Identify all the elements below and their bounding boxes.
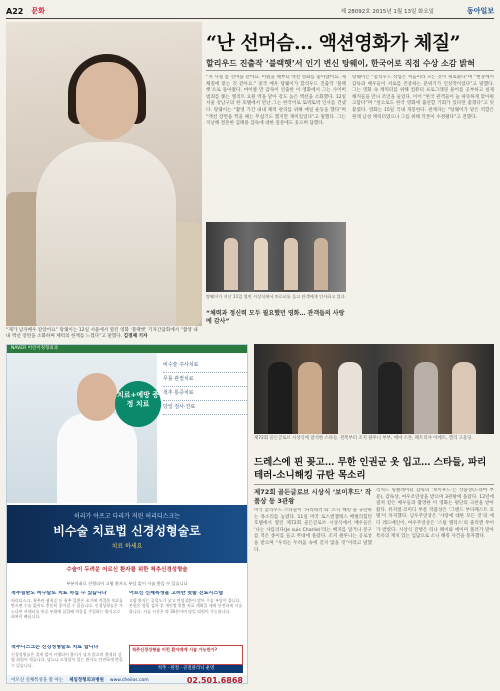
- event-photo-caption: 탕웨이가 지난 11일 열린 시상식에서 트로피를 들고 관객에게 인사하고 있다.: [206, 294, 346, 299]
- article1-column-a: “저 사실 좀 선머슴 같아요. 어렸을 때부터 액션 영화를 좋아했어요. 제 체질에 맞는 것 같아요.” 중국 배우 탕웨이가 할리우드 진출작 ‘블랙햇’으로 돌아왔다. 마이클 만 감독이 연출한 이 영화에서 그는 사이버 범죄를 쫓는 엘리트 요원 역을 맡아 강도 높은 액션을 소화했다. 12일 서울 강남구의 한 호텔에서 만난 그는 한국어로 또박또박 인사를 건넸다. 탕웨이는 “촬영 기간 내내 체력 관리를 위해 매일 운동을 했다”며 “액션 장면을 찍을 때는 무섭기도 했지만 재미있었다”고 말했다. 그는 지난해 결혼한 김태용 감독에 대한 질문에도 웃으며 답했다.: [206, 75, 346, 127]
- article1-column-b: 탕웨이는 “할리우드 작업은 처음이라 모든 것이 새로웠다”며 “현장에서 감독과 배우들이 서로를 존중하는 분위기가 인상적이었다”고 말했다. 그는 영화 속 캐릭터를 위해 컴퓨터 프로그래밍 용어를 공부하고 실제 해커들을 만나 조언을 들었다. 이어 “한국 관객들이 늘 따뜻하게 맞아줘 고맙다”며 “앞으로도 한국 영화에 출연할 기회가 있다면 좋겠다”고 덧붙였다. 영화는 15일 국내 개봉한다. 관계자는 “탕웨이가 맡은 역할은 원래 남성 캐릭터였으나 그를 위해 각본이 수정됐다”고 전했다.: [352, 75, 494, 120]
- ad-bullet-list: [163, 359, 247, 415]
- photo-credit: 김경제 기자: [123, 334, 148, 339]
- ad-bullet-item: 무릎 관절치료: [163, 373, 247, 387]
- ad-banner-line2: 비수술 치료법 신경성형술로: [53, 524, 201, 538]
- star-silhouette: [338, 362, 362, 434]
- person-silhouette: [314, 238, 328, 290]
- figure-body: [36, 142, 176, 326]
- star-silhouette: [268, 362, 292, 434]
- star-silhouette: [378, 362, 402, 434]
- doctor-coat: [57, 413, 137, 503]
- article1-pull-quote: “체력과 정신력 모두 필요했던 영화… 관객들의 사랑에 감사”: [206, 310, 345, 325]
- ad-column-title: 척추디스크는 신경성형술로 치료 합니다: [11, 645, 99, 650]
- star-silhouette: [298, 362, 322, 434]
- ad-treatment-badge: 치료+예방 증정 치료: [115, 381, 161, 427]
- star-silhouette: [452, 362, 476, 434]
- ad-column-text: 고령 환자는 골밀도가 낮고 만성질환이 많아 수술 부담이 큽니다. 본원은 정밀 검사 후 개인별 맞춤 치료 계획을 세워 안전하게 시술합니다. 시술 시간은 약 30분이며 당일 퇴원이 가능합니다.: [129, 598, 243, 614]
- publication-date: 제 28092호 2015년 1월 13일 화요일: [340, 9, 434, 15]
- hospital-url[interactable]: www.cheilos.com: [109, 677, 149, 683]
- ad-lead-sub: 부분마취로 진행되어 고령 환자도 부담 없이 시술 받을 수 있습니다: [66, 581, 188, 586]
- award-event-photo: [206, 222, 346, 292]
- ad-bullet-item: 당일 검사·진료: [163, 401, 247, 415]
- ad-banner: [7, 505, 247, 563]
- ad-column: [11, 591, 125, 645]
- page-number: A22: [6, 6, 24, 16]
- article2-column-c: 미국 할리우드 스타들이 ‘파리테러’와 ‘소니 해킹’을 규탄하는 목소리를 높였다. 11일 미국 로스앤젤레스 베벌리힐턴 호텔에서 열린 제72회 골든글로브 시상식에서 배우들은 ‘나는 샤를리다(Je suis Charlie)’라는 배지를 달거나 문구를 적은 종이를 들고 무대에 올랐다. 조지 클루니는 공로상을 받으며 “우리는 두려움 속에 걷지 않을 것”이라고 말했다.: [254, 508, 372, 553]
- article2-column-d: 리처드 링클레이터 감독의 ‘보이후드’는 작품상(드라마 부문), 감독상, 여우조연상을 받으며 3관왕에 올랐다. 12년에 걸쳐 같은 배우들과 촬영한 이 영화는 평단의 극찬을 받아 왔다. 뮤지컬·코미디 부문 작품상은 ‘그랜드 부다페스트 호텔’이 차지했다. 남우주연상은 ‘사랑에 대한 모든 것’의 에디 레드메인이, 여우주연상은 ‘스틸 앨리스’의 줄리앤 무어가 받았다. 시상식 진행은 티나 페이와 에이미 폴러가 맡아 특유의 재치 있는 입담으로 소니 해킹 사건을 풍자했다.: [376, 488, 494, 540]
- masthead: [6, 4, 494, 18]
- caption-text: “제가 남자배우 같았어요” 탕웨이는 12일 서울에서 열린 영화 ‘블랙햇’ 기자간담회에서 “촬영 내내 액션 장면을 소화하며 체력의 한계를 느꼈다”고 말했다.: [6, 328, 198, 339]
- person-silhouette: [254, 238, 268, 290]
- ad-lead: 수술이 두려운 어르신 환자를 위한 척추신경성형술: [66, 567, 188, 573]
- ad-banner-line3: 치료 하세요: [111, 543, 143, 550]
- ad-column-text: 신경성형술은 절개 없이 시행되어 흉터가 남지 않으며 출혈과 감염 위험이 적습니다. 당뇨나 고혈압이 있는 환자도 안전하게 받을 수 있습니다.: [11, 652, 123, 668]
- person-silhouette: [284, 238, 298, 290]
- article1-subhead: 할리우드 진출작 ‘블랙햇’서 인기 변신 탕웨이, 한국어로 직접 수상 소감 밝혀: [206, 59, 475, 68]
- article2-photo-caption: 제72회 골든글로브 시상식에 참석한 스타들. 왼쪽부터 조지 클루니 부부, 에마 스톤, 패트리샤 아케트, 엘리 고울딩.: [254, 436, 473, 441]
- hospital-name: 제일정형외과병원: [69, 678, 104, 683]
- article2-headline: 드레스에 핀 꽂고… 무한 인권군 옷 입고… 스타들, 파리테러-소니해킹 규탄 목소리: [254, 457, 487, 481]
- ad-banner-line1: 허리가 아프고 다리가 저린 허리디스크는: [73, 513, 181, 520]
- hospital-advertisement: [6, 344, 248, 684]
- ad-column-title: 어르신 신체특성을 고려한 맞춤 진료시스템: [129, 591, 223, 596]
- article2-subhead: 제72회 골든글로브 시상식 ‘보이후드’ 작품상 등 3관왕: [254, 488, 372, 505]
- actress-photo: [6, 22, 202, 326]
- ad-column-title: 척추질환도 비수술로 치료 하십 수 있습니다: [11, 591, 107, 596]
- top-rule: [6, 18, 494, 19]
- ad-column: [11, 645, 125, 673]
- article2-rule: [254, 484, 494, 485]
- doctor-photo: [7, 353, 157, 503]
- ad-bullet-item: 비수술 주사치료: [163, 359, 247, 373]
- section-label: 문화: [31, 7, 45, 15]
- ad-info-box: 척추신경성형술 이런 환자에게 시술 가능한가?: [129, 645, 243, 665]
- figure-head: [76, 62, 138, 140]
- ad-clinic-banner: 척추 · 관절 · 골절클리닉 운영: [129, 665, 243, 673]
- ad-columns: [11, 591, 243, 645]
- ad-footer: [7, 675, 247, 684]
- doctor-head: [77, 373, 117, 421]
- ad-top-bar: NAVER 어린이정형외과: [7, 345, 247, 353]
- ad-column: [129, 591, 243, 645]
- ad-column-text: 허리디스크, 척추관 협착증 등 척추 질환은 초기에 적절한 치료를 받으면 수술 없이도 충분히 좋아질 수 있습니다. 신경성형술은 가느다란 카테터를 통증 부위에 삽입해 약물을 주입하는 방식으로 회복이 빠릅니다.: [11, 598, 123, 619]
- star-silhouette: [414, 362, 438, 434]
- ad-bullet-item: 척추 통증치료: [163, 387, 247, 401]
- subhead-rule: [206, 70, 494, 71]
- person-silhouette: [224, 238, 238, 290]
- ad-slogan: 어르신 신체특성을 잘 아는: [11, 678, 64, 683]
- hospital-phone: 02.501.6868: [186, 675, 243, 684]
- golden-globes-photo: [254, 344, 494, 434]
- article1-headline: “난 선머슴… 액션영화가 체질”: [206, 32, 461, 54]
- article1-photo-caption: [6, 328, 202, 340]
- newspaper-name: 동아일보: [466, 6, 494, 15]
